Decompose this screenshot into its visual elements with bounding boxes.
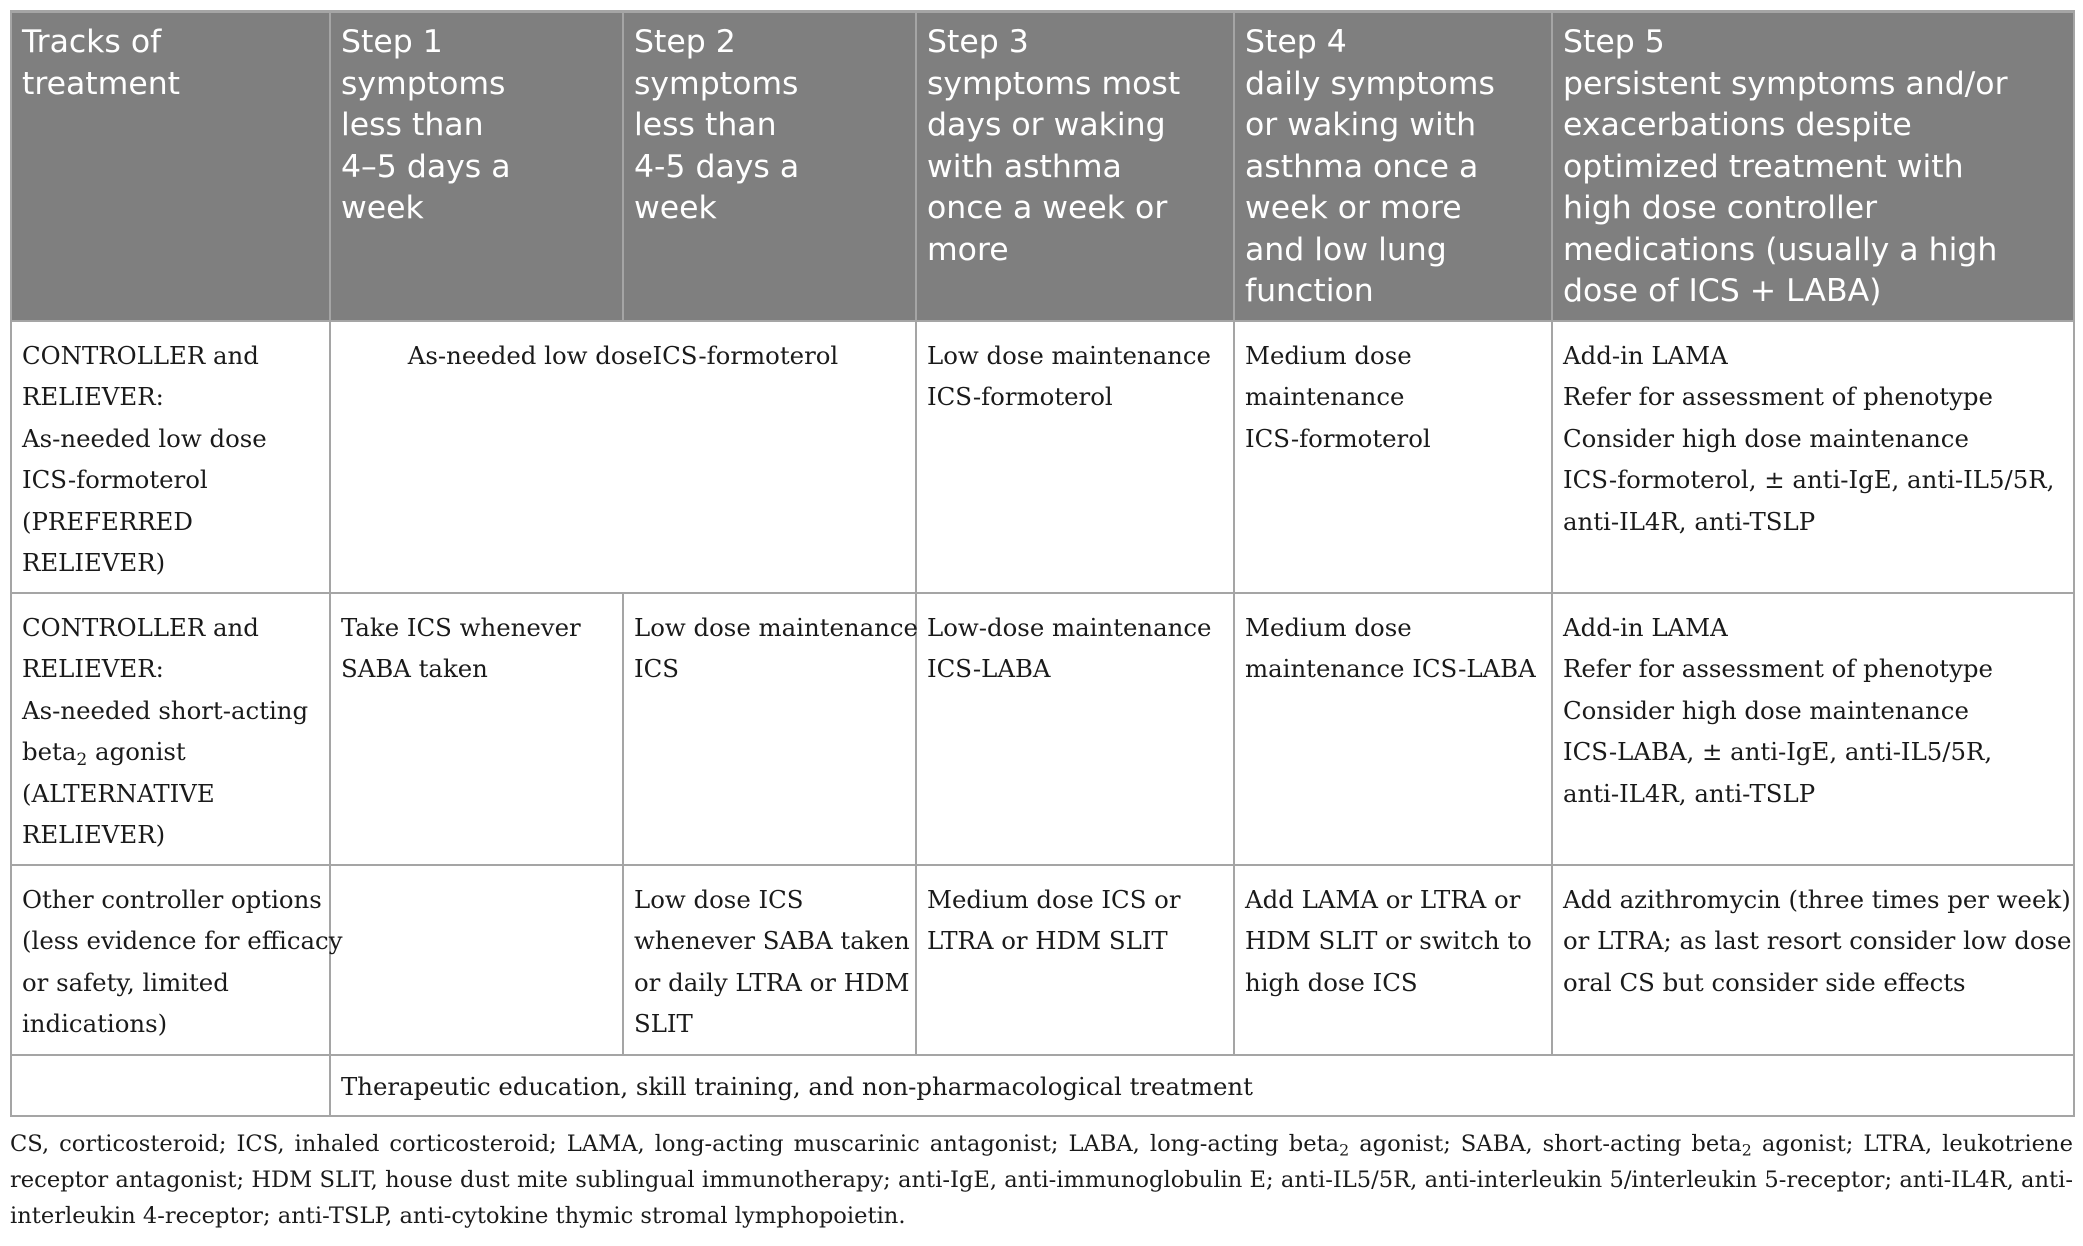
row4-general-measures: Therapeutic education, skill training, and non-pharmacological treatment <box>330 1055 2074 1117</box>
cell-line: or LTRA; as last resort consider low dose <box>1563 926 2072 955</box>
row2-step1 <box>330 593 623 865</box>
row3-step3 <box>916 865 1234 1055</box>
row2-track-line: As-needed short-acting <box>22 695 309 725</box>
cell-line: less than <box>634 107 777 143</box>
cell-line: SABA taken <box>341 654 488 683</box>
cell-line: less than <box>341 107 484 143</box>
row4-track <box>11 1055 330 1117</box>
cell-line: and low lung <box>1245 231 1447 268</box>
cell-line: maintenance ICS-LABA <box>1245 654 1536 683</box>
cell-line: Low dose maintenance <box>634 612 918 642</box>
cell-line: Consider high dose maintenance <box>1563 423 1969 453</box>
row1-step5 <box>1552 321 2074 593</box>
cell-line: symptoms most <box>927 65 1181 102</box>
cell-line: Medium dose <box>1245 340 1412 370</box>
cell-line: 4–5 days a <box>341 148 511 185</box>
cell-line: Low-dose maintenance <box>927 612 1212 642</box>
asthma-treatment-table <box>10 10 2075 1117</box>
row2-step3 <box>916 593 1234 865</box>
cell-line: or daily LTRA or HDM <box>634 967 910 997</box>
cell-line: or safety, limited <box>22 967 229 997</box>
footnote-part: CS, corticosteroid; ICS, inhaled corticosteroid; LAMA, long-acting muscarinic antagonist; LABA, long-acting beta <box>10 1131 1340 1157</box>
cell-line: Low dose ICS <box>634 884 804 914</box>
table-footnote <box>10 1126 2073 1234</box>
cell-line: anti-IL4R, anti-TSLP <box>1563 506 1816 536</box>
cell-line: more <box>927 231 1009 268</box>
footnote-subscript: 2 <box>1339 1140 1350 1160</box>
table-row <box>11 865 2074 1055</box>
row3-step4 <box>1234 865 1552 1055</box>
cell-line: Take ICS whenever <box>341 612 581 642</box>
cell-line: week <box>341 190 424 226</box>
row2-track-line: (ALTERNATIVE <box>22 778 215 808</box>
cell-line: LTRA or HDM SLIT <box>927 926 1168 955</box>
cell-line: Add-in LAMA <box>1563 340 1728 370</box>
row3-step1 <box>330 865 623 1055</box>
cell-line: or waking with <box>1245 107 1477 143</box>
cell-line: Refer for assessment of phenotype <box>1563 382 1993 411</box>
cell-line: Step 5 <box>1563 24 1665 60</box>
cell-line: once a week or <box>927 190 1168 226</box>
cell-line: Step 2 <box>634 24 736 60</box>
cell-line: Step 3 <box>927 24 1029 60</box>
cell-line: dose of ICS + LABA) <box>1563 273 1882 309</box>
cell-line: ICS-LABA, ± anti-IgE, anti-IL5/5R, <box>1563 737 1993 766</box>
cell-line: Step 4 <box>1245 24 1347 60</box>
header-step-2 <box>623 12 916 321</box>
cell-line: medications (usually a high <box>1563 231 1998 268</box>
cell-line: Other controller options <box>22 884 322 914</box>
cell-line: Add azithromycin (three times per week) <box>1563 884 2071 914</box>
cell-line: anti-IL4R, anti-TSLP <box>1563 778 1816 808</box>
cell-line: ICS-LABA <box>927 654 1051 683</box>
cell-line: RELIEVER) <box>22 548 166 577</box>
cell-line: ICS-formoterol <box>1245 423 1431 453</box>
cell-line: ICS <box>634 654 680 683</box>
header-step-5 <box>1552 12 2074 321</box>
cell-line: Add-in LAMA <box>1563 612 1728 642</box>
cell-line: ICS-formoterol <box>927 382 1113 411</box>
footnote-part: agonist; LTRA, leukotriene receptor antagonist; HDM SLIT, house dust mite sublingual immunotherapy; anti-IgE, anti-immunoglobulin E; anti-IL5/5R, anti-interleukin 5/interleukin 5-receptor; anti-IL4R, anti-interleukin 4-receptor; anti-TSLP, anti-cytokine thymic stromal lymphopoietin. <box>10 1131 2073 1229</box>
header-row <box>11 12 2074 321</box>
cell-line: Refer for assessment of phenotype <box>1563 654 1993 683</box>
header-step-1 <box>330 12 623 321</box>
cell-line: HDM SLIT or switch to <box>1245 926 1532 955</box>
asthma-treatment-table-wrapper <box>10 10 2073 1117</box>
footnote-subscript: 2 <box>1741 1140 1752 1160</box>
header-step-4 <box>1234 12 1552 321</box>
cell-line: maintenance <box>1245 382 1405 411</box>
cell-line: daily symptoms <box>1245 65 1495 102</box>
cell-line: Low dose maintenance <box>927 340 1211 370</box>
row3-track <box>11 865 343 1055</box>
cell-line: week <box>634 190 717 226</box>
row1-step4 <box>1234 321 1552 593</box>
row2-track <box>11 593 330 865</box>
cell-line: treatment <box>22 65 181 102</box>
row2-step2 <box>623 593 916 865</box>
cell-line: high dose controller <box>1563 190 1878 226</box>
cell-line: symptoms <box>341 65 506 102</box>
table-row <box>11 321 2074 593</box>
cell-line: Medium dose ICS or <box>927 884 1181 914</box>
row1-track <box>11 321 330 593</box>
cell-line: function <box>1245 273 1374 309</box>
cell-line: ICS-formoterol, ± anti-IgE, anti-IL5/5R, <box>1563 465 2055 494</box>
row2-track-line <box>22 731 319 773</box>
row1-steps-1-2: As-needed low doseICS-formoterol <box>330 321 916 593</box>
cell-line: whenever SABA taken <box>634 926 910 955</box>
row2-track-line: RELIEVER) <box>22 820 166 849</box>
beta-subscript: 2 <box>76 749 88 770</box>
cell-line: Medium dose <box>1245 612 1412 642</box>
cell-line: persistent symptoms and/or <box>1563 65 2008 102</box>
agonist-text: agonist <box>87 737 186 766</box>
cell-line: week or more <box>1245 190 1462 226</box>
cell-line: ICS-formoterol <box>22 465 208 494</box>
cell-line: symptoms <box>634 65 799 102</box>
cell-line: oral CS but consider side effects <box>1563 967 1966 997</box>
row3-step2 <box>623 865 916 1055</box>
footnote-part: agonist; SABA, short-acting beta <box>1349 1131 1742 1157</box>
row3-step5 <box>1552 865 2074 1055</box>
table-row <box>11 1055 2074 1117</box>
cell-line: exacerbations despite <box>1563 107 1912 143</box>
row2-step5 <box>1552 593 2074 865</box>
cell-line: high dose ICS <box>1245 967 1418 997</box>
cell-line: As-needed low dose <box>22 423 267 453</box>
cell-line: with asthma <box>927 148 1122 185</box>
cell-line: (PREFERRED <box>22 506 193 536</box>
cell-line: Consider high dose maintenance <box>1563 695 1969 725</box>
beta-text: beta <box>22 737 77 766</box>
row2-track-line: RELIEVER: <box>22 654 164 683</box>
cell-line: optimized treatment with <box>1563 148 1964 185</box>
cell-line: (less evidence for efficacy <box>22 926 343 955</box>
cell-line: Tracks of <box>22 24 162 60</box>
cell-line: days or waking <box>927 107 1166 143</box>
row2-track-line: CONTROLLER and <box>22 612 259 642</box>
cell-line: asthma once a <box>1245 148 1479 185</box>
cell-line: indications) <box>22 1009 168 1038</box>
cell-line: Step 1 <box>341 24 443 60</box>
row2-step4 <box>1234 593 1552 865</box>
header-step-3 <box>916 12 1234 321</box>
table-row <box>11 593 2074 865</box>
cell-line: Add LAMA or LTRA or <box>1245 884 1521 914</box>
header-tracks <box>11 12 330 321</box>
cell-line: CONTROLLER and <box>22 340 259 370</box>
cell-line: RELIEVER: <box>22 382 164 411</box>
cell-line: 4-5 days a <box>634 148 800 185</box>
row1-step3 <box>916 321 1234 593</box>
cell-line: SLIT <box>634 1009 693 1038</box>
